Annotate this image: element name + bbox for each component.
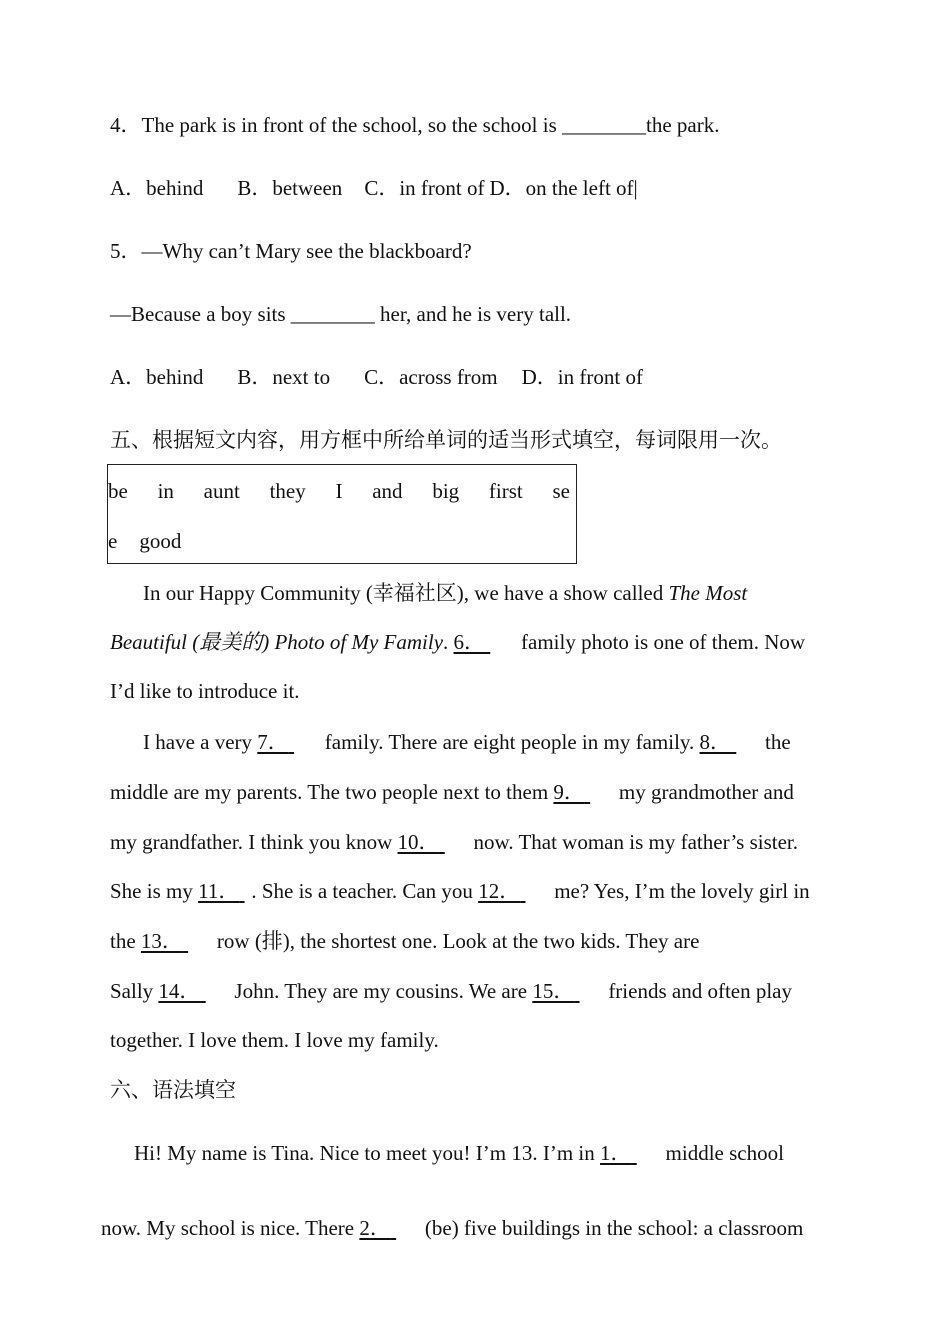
word-box-word: first xyxy=(488,479,523,503)
passage-line xyxy=(110,629,805,655)
q5-option-d: D．in front of xyxy=(521,365,643,389)
q5-stem: 5．—Why can’t Mary see the blackboard? xyxy=(110,239,472,263)
word-box-word: se xyxy=(552,479,570,503)
passage-line xyxy=(143,580,747,606)
word-box-word: good xyxy=(139,529,182,553)
q4-stem: 4．The park is in front of the school, so the school is ________the park. xyxy=(110,113,720,137)
blank-13[interactable]: 13． xyxy=(140,929,183,953)
word-box-word: big xyxy=(432,479,460,503)
word-box-word: they xyxy=(269,479,306,503)
blank-14[interactable]: 14． xyxy=(158,979,201,1003)
blank-10[interactable]: 10． xyxy=(397,830,440,854)
word-box-word: e xyxy=(108,529,118,553)
passage-text: the xyxy=(110,929,141,953)
passage-text: Hi! My name is Tina. Nice to meet you! I’m 13. I’m in xyxy=(134,1141,601,1165)
word-box-row1 xyxy=(108,478,570,504)
word-box-word: and xyxy=(372,479,403,503)
passage-text: me? Yes, I’m the lovely girl in xyxy=(554,879,810,903)
passage-text: the xyxy=(765,730,791,754)
passage-text: now. That woman is my father’s sister. xyxy=(473,830,799,854)
passage-text: Sally xyxy=(110,979,159,1003)
blank-9[interactable]: 9． xyxy=(553,780,585,804)
q4-option-d: D．on the left of| xyxy=(489,176,638,200)
blank-12[interactable]: 12． xyxy=(478,879,521,903)
passage-text: I have a very xyxy=(143,730,258,754)
section6-heading: 六、语法填空 xyxy=(110,1078,236,1102)
passage-text: John. They are my cousins. We are xyxy=(234,979,533,1003)
blank-8[interactable]: 8． xyxy=(699,730,732,754)
passage-line: together. I love them. I love my family. xyxy=(110,1028,439,1052)
section6-line xyxy=(134,1140,784,1166)
passage-text: friends and often play xyxy=(608,979,793,1003)
passage-line: I’d like to introduce it. xyxy=(110,679,300,703)
passage-text: family photo is one of them. Now xyxy=(521,630,806,654)
q5-option-b: B．next to xyxy=(237,365,331,389)
q4-option-a: A．behind xyxy=(110,176,204,200)
passage-text: She is my xyxy=(110,879,199,903)
blank-1[interactable]: 1． xyxy=(600,1141,632,1165)
passage-line xyxy=(110,829,798,855)
q4-option-b: B．between xyxy=(237,176,343,200)
word-box-word: aunt xyxy=(203,479,240,503)
show-title: The Most xyxy=(668,581,748,605)
passage-text: family. There are eight people in my family. xyxy=(324,730,700,754)
word-box-word: in xyxy=(157,479,174,503)
word-box-word: be xyxy=(108,479,128,503)
passage-line xyxy=(110,878,810,904)
blank-15[interactable]: 15． xyxy=(532,979,575,1003)
word-box xyxy=(107,464,577,564)
passage-text: my grandmother and xyxy=(618,780,794,804)
passage-text: now. My school is nice. There xyxy=(101,1216,360,1240)
blank-2[interactable]: 2． xyxy=(359,1216,391,1240)
blank-6[interactable]: 6． xyxy=(453,630,486,654)
passage-text: middle are my parents. The two people next to them xyxy=(110,780,554,804)
passage-line xyxy=(110,978,792,1004)
passage-line xyxy=(110,779,794,805)
passage-line xyxy=(110,928,699,954)
passage-text: my grandfather. I think you know xyxy=(110,830,398,854)
blank-11[interactable]: 11． xyxy=(198,879,240,903)
passage-text: (be) five buildings in the school: a classroom xyxy=(424,1216,804,1240)
passage-text: middle school xyxy=(665,1141,784,1165)
q4-options xyxy=(110,175,638,201)
word-box-word: I xyxy=(335,479,343,503)
passage-line xyxy=(143,729,791,755)
word-box-row2 xyxy=(108,528,570,554)
q5-option-a: A．behind xyxy=(110,365,204,389)
section5-heading: 五、根据短文内容，用方框中所给单词的适当形式填空，每词限用一次。 xyxy=(110,428,782,452)
q5-option-c: C．across from xyxy=(364,365,498,389)
q5-answer-line: —Because a boy sits ________ her, and he is very tall. xyxy=(110,302,572,326)
blank-7[interactable]: 7． xyxy=(257,730,289,754)
passage-text: . She is a teacher. Can you xyxy=(251,879,479,903)
q4-option-c: C．in front of xyxy=(364,176,485,200)
q5-options xyxy=(110,364,643,390)
passage-text: In our Happy Community (幸福社区), we have a show called xyxy=(143,581,669,605)
show-title: Beautiful (最美的) Photo of My Family xyxy=(110,630,444,654)
section6-line xyxy=(101,1215,803,1241)
passage-text: . xyxy=(443,630,454,654)
passage-text: row (排), the shortest one. Look at the two kids. They are xyxy=(216,929,700,953)
